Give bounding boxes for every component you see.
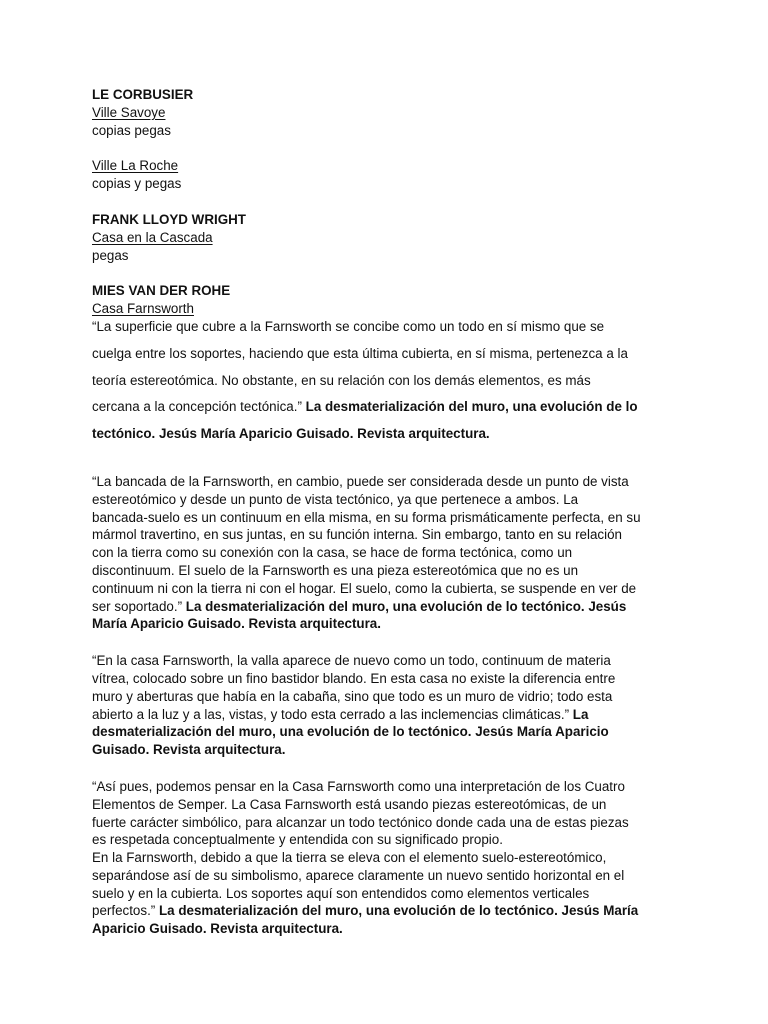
work-note: copias y pegas	[92, 176, 182, 192]
quote-line: con la tierra como su conexión con la casa, se hace de forma tectónica, como un	[92, 545, 573, 561]
quote-line: discontinuum. El suelo de la Farnsworth es una pieza estereotómica que no es un	[92, 562, 579, 578]
quote-line: Elementos de Semper. La Casa Farnsworth está usando piezas estereotómicas, de un	[92, 796, 607, 812]
citation: Aparicio Guisado. Revista arquitectura.	[92, 921, 343, 937]
document-page	[92, 86, 682, 938]
heading-le-corbusier: LE CORBUSIER	[92, 87, 194, 102]
quote-line: ser soportado.”	[92, 598, 183, 614]
quote-line: perfectos.”	[92, 903, 156, 919]
citation: La desmaterialización del muro, una evolución de lo tectónico. Jesús María	[155, 903, 639, 919]
quote-line: bancada-suelo es un continuum en ella misma, en su forma prismáticamente perfecta, en su	[92, 509, 641, 525]
quote-line: “La superficie que cubre a la Farnsworth se concibe como un todo en sí mismo que se	[92, 318, 605, 334]
heading-frank-lloyd-wright: FRANK LLOYD WRIGHT	[92, 211, 246, 227]
work-title-casa-farnsworth: Casa Farnsworth	[92, 301, 194, 317]
quote-paragraph	[92, 473, 682, 633]
work-title-ville-la-roche: Ville La Roche	[92, 158, 179, 174]
citation: desmaterialización del muro, una evolución de lo tectónico. Jesús María Aparicio	[92, 724, 609, 740]
quote-line: estereotómico y desde un punto de vista tectónico, ya que pertenece a ambos. La	[92, 491, 579, 507]
citation: La	[569, 706, 589, 722]
quote-line: separándose así de su simbolismo, aparece claramente un nuevo sentido horizontal en el	[92, 867, 625, 883]
quote-paragraph	[92, 778, 682, 938]
citation: Guisado. Revista arquitectura.	[92, 742, 286, 758]
quote-line: abierto a la luz y a las, vistas, y todo esta cerrado a las inclemencias climáticas.”	[92, 706, 570, 722]
work-note: pegas	[92, 247, 129, 263]
heading-mies-van-der-rohe: MIES VAN DER ROHE	[92, 283, 231, 299]
quote-line: vítrea, colocado sobre un fino bastidor blando. En esta casa no existe la diferencia entre	[92, 670, 616, 686]
quote-line: continuum ni con la tierra ni con el hogar. El suelo, como la cubierta, se suspende en ver de	[92, 580, 637, 596]
work-title-casa-cascada: Casa en la Cascada	[92, 229, 213, 245]
quote-line: “La bancada de la Farnsworth, en cambio, puede ser considerada desde un punto de vista	[92, 473, 629, 489]
citation: María Aparicio Guisado. Revista arquitectura.	[92, 616, 381, 632]
quote-line: suelo y en la cubierta. Los soportes aquí son entendidos como elementos verticales	[92, 885, 590, 901]
quote-line: En la Farnsworth, debido a que la tierra se eleva con el elemento suelo-estereotómico,	[92, 850, 607, 866]
quote-line: teoría estereotómica. No obstante, en su relación con los demás elementos, es más	[92, 372, 591, 388]
quote-paragraph	[92, 314, 682, 448]
quote-line: “En la casa Farnsworth, la valla aparece de nuevo como un todo, continuum de materia	[92, 653, 611, 669]
quote-line: es respetada conceptualmente y entendida con su significado propio.	[92, 832, 503, 848]
quote-line: fuerte carácter simbólico, para alcanzar un todo tectónico donde cada una de estas piezas	[92, 814, 629, 830]
quote-line: “Así pues, podemos pensar en la Casa Farnsworth como una interpretación de los Cuatro	[92, 778, 625, 794]
work-title-ville-savoye: Ville Savoye	[92, 104, 166, 120]
citation: La desmaterialización del muro, una evolución de lo	[301, 399, 638, 415]
citation: tectónico. Jesús María Aparicio Guisado. Revista arquitectura.	[92, 426, 490, 442]
quote-line: cercana a la concepción tectónica.”	[92, 399, 302, 415]
quote-line: mármol travertino, en sus juntas, en su función interna. Sin embargo, tanto en su relación	[92, 527, 622, 543]
quote-line: cuelga entre los soportes, haciendo que esta última cubierta, en sí misma, pertenezca a la	[92, 345, 628, 361]
citation: La desmaterialización del muro, una evolución de lo tectónico. Jesús	[182, 598, 627, 614]
quote-line: muro y aberturas que había en la cabaña, sino que todo es un muro de vidrio; todo esta	[92, 688, 613, 704]
quote-paragraph	[92, 652, 682, 759]
work-note: copias pegas	[92, 122, 171, 138]
